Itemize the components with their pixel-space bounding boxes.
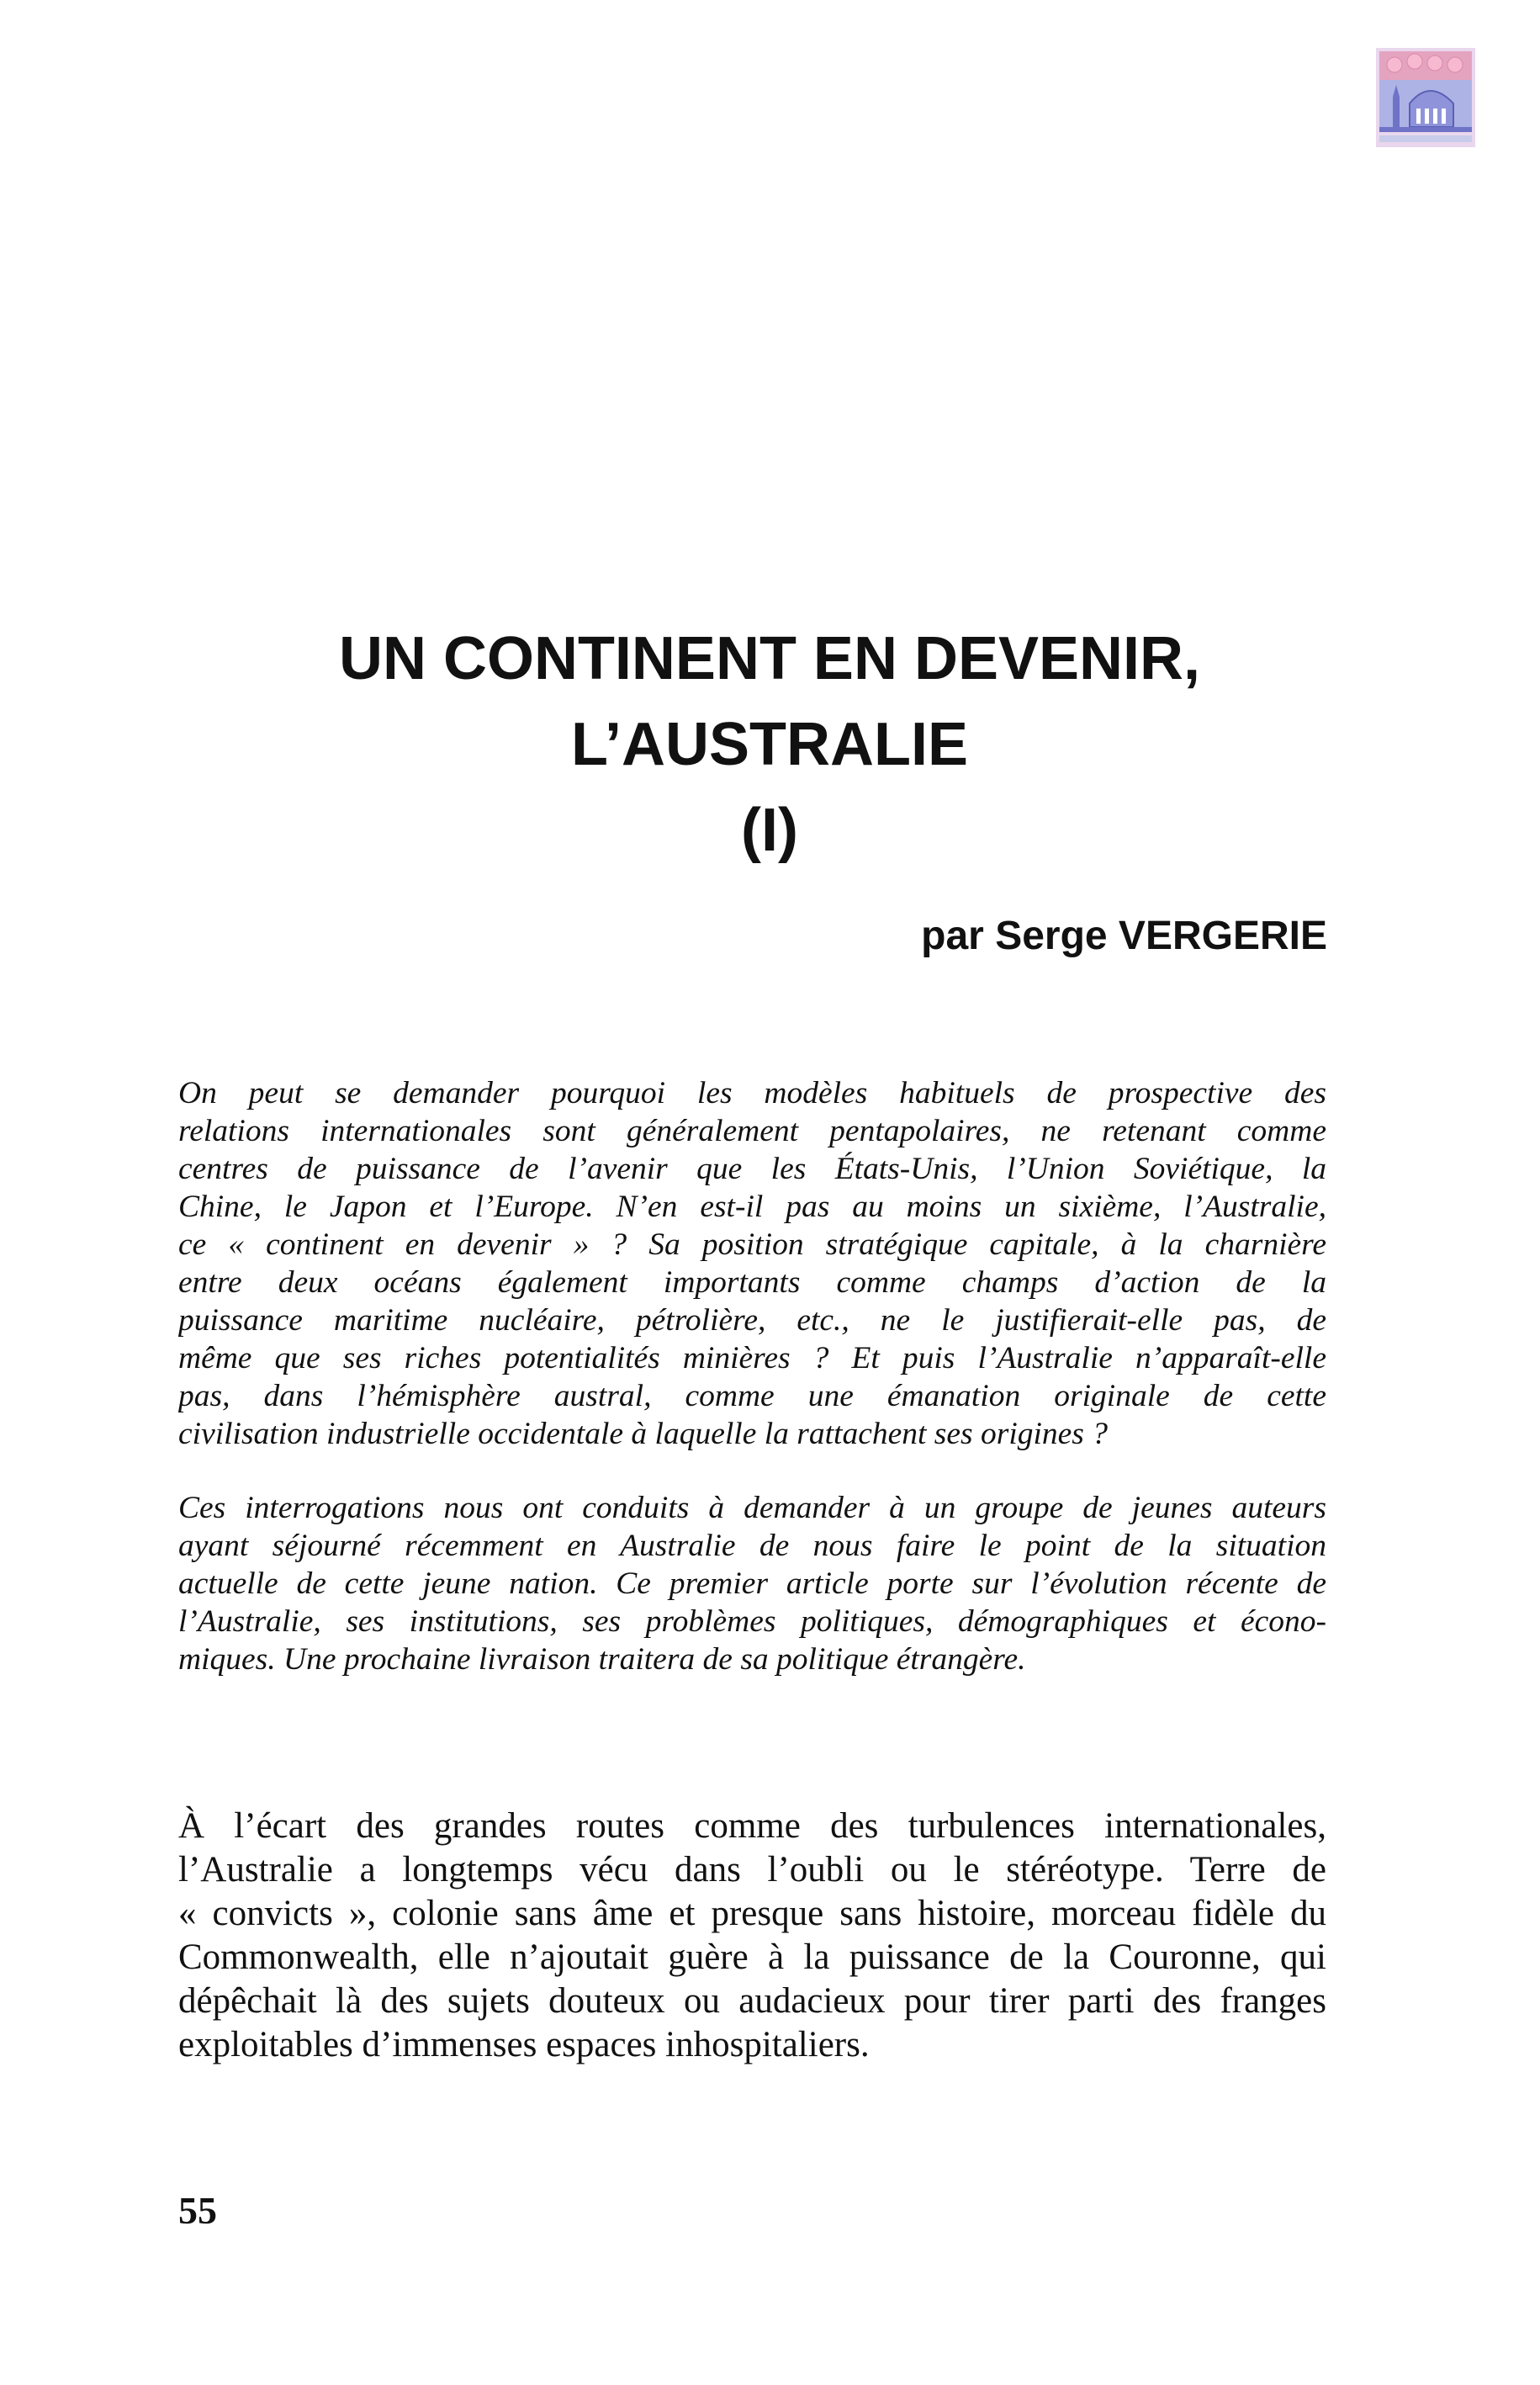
library-building-logo [1376,48,1475,147]
abstract-paragraph-1 [178,1074,1326,1453]
abstract-line: miques. Une prochaine livraison traitera de sa politique étrangère. [178,1642,1026,1677]
title-line: (I) [741,797,798,864]
article-title [181,616,1358,873]
abstract-line: ce « continent en devenir » ? Sa position stratégique capitale, à la charnière [178,1227,1326,1262]
body-line: exploitables d’immenses espaces inhospitaliers. [178,2025,870,2064]
body-line: « convicts », colonie sans âme et presque sans histoire, morceau fidèle du [178,1894,1326,1933]
author-byline: par Serge VERGERIE [921,914,1327,958]
abstract-paragraph-2 [178,1489,1326,1678]
body-line: l’Australie a longtemps vécu dans l’oubli ou le stéréotype. Terre de [178,1850,1326,1889]
abstract-line: actuelle de cette jeune nation. Ce premier article porte sur l’évolution récente de [178,1566,1326,1601]
abstract-line: pas, dans l’hémisphère austral, comme une émanation originale de cette [178,1379,1326,1413]
abstract-line: Chine, le Japon et l’Europe. N’en est-il pas au moins un sixième, l’Australie, [178,1190,1326,1224]
body-line: Commonwealth, elle n’ajoutait guère à la puissance de la Couronne, qui [178,1937,1326,1977]
abstract-line: l’Australie, ses institutions, ses problèmes politiques, démographiques et écono- [178,1604,1326,1639]
abstract-line: centres de puissance de l’avenir que les États-Unis, l’Union Soviétique, la [178,1152,1326,1186]
body-paragraph-1 [178,1805,1326,2067]
page-number: 55 [178,2189,217,2232]
abstract-line: entre deux océans également importants comme champs d’action de la [178,1265,1326,1300]
abstract-line: relations internationales sont généralement pentapolaires, ne retenant comme [178,1114,1326,1148]
abstract-line: On peut se demander pourquoi les modèles habituels de prospective des [178,1076,1326,1110]
body-line: À l’écart des grandes routes comme des turbulences internationales, [178,1806,1326,1846]
title-line: L’AUSTRALIE [570,711,968,778]
abstract-line: même que ses riches potentialités minières ? Et puis l’Australie n’apparaît-elle [178,1341,1326,1375]
abstract-line: ayant séjourné récemment en Australie de nous faire le point de la situation [178,1529,1326,1563]
abstract-line: civilisation industrielle occidentale à laquelle la rattachent ses origines ? [178,1417,1109,1451]
title-line: UN CONTINENT EN DEVENIR, [338,625,1201,692]
abstract-line: Ces interrogations nous ont conduits à demander à un groupe de jeunes auteurs [178,1491,1326,1525]
body-line: dépêchait là des sujets douteux ou audacieux pour tirer parti des franges [178,1981,1326,2021]
abstract-line: puissance maritime nucléaire, pétrolière, etc., ne le justifierait-elle pas, de [178,1303,1326,1338]
